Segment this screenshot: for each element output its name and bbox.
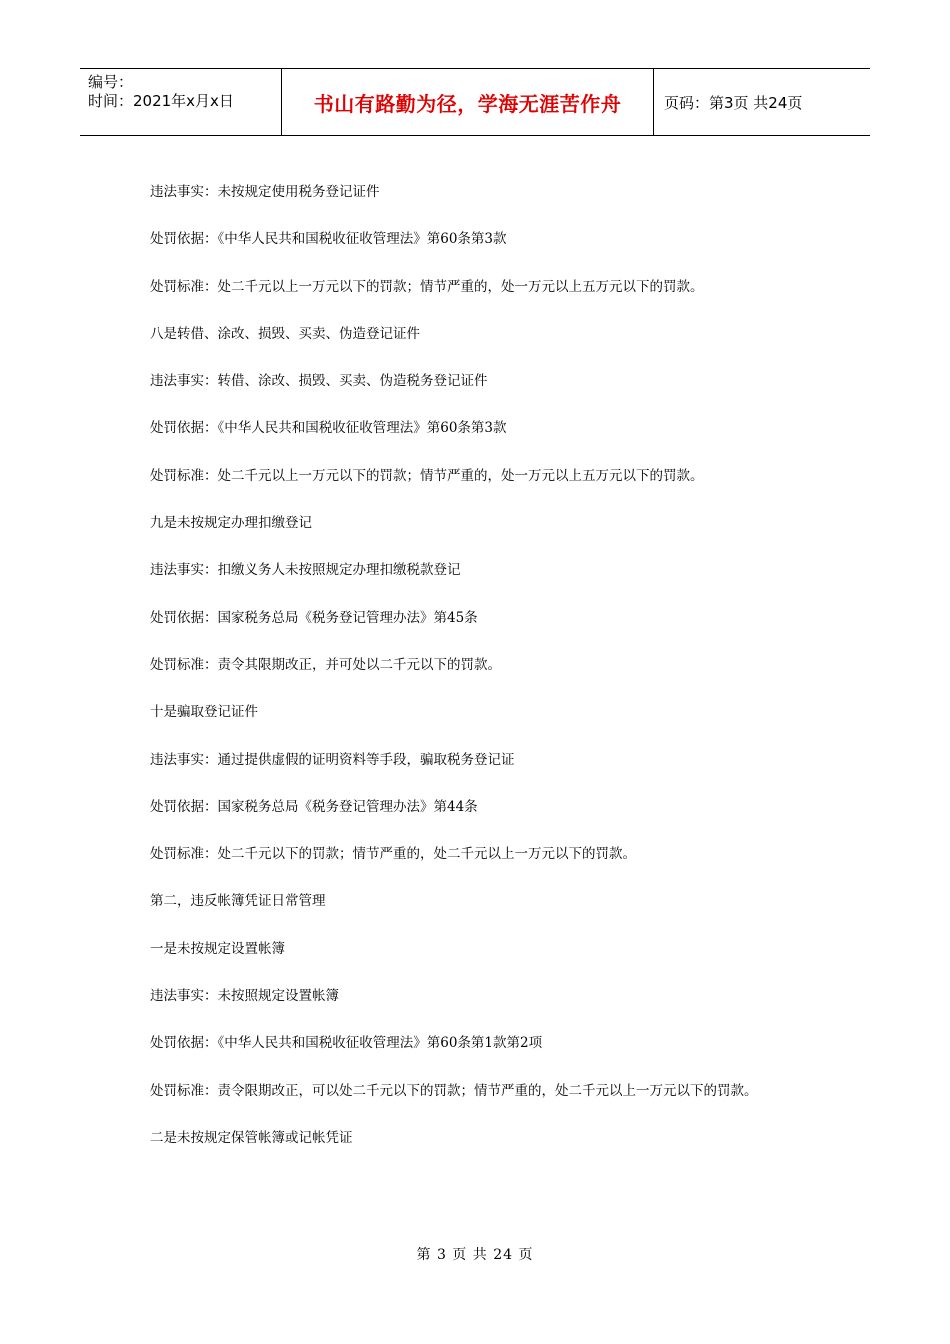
document-number: 编号：: [88, 73, 134, 91]
paragraph: 处罚依据：《中华人民共和国税收征收管理法》第60条第3款: [150, 420, 507, 437]
paragraph: 处罚标准：责令限期改正，可以处二千元以下的罚款；情节严重的，处二千元以上一万元以下的罚款。: [150, 1082, 758, 1099]
chapter-heading: 第二，违反帐簿凭证日常管理: [150, 893, 326, 910]
section-heading: 十是骗取登记证件: [150, 704, 258, 721]
section-heading: 一是未按规定设置帐簿: [150, 940, 285, 957]
paragraph: 违法事实：扣缴义务人未按照规定办理扣缴税款登记: [150, 562, 461, 579]
section-heading: 八是转借、涂改、损毁、买卖、伪造登记证件: [150, 325, 420, 342]
paragraph: 处罚依据：国家税务总局《税务登记管理办法》第44条: [150, 798, 478, 815]
section-heading: 九是未按规定办理扣缴登记: [150, 515, 312, 532]
paragraph: 违法事实：未按规定使用税务登记证件: [150, 184, 380, 200]
paragraph: 违法事实：转借、涂改、损毁、买卖、伪造税务登记证件: [150, 373, 488, 390]
page-footer: 第 3 页 共 24 页: [416, 1247, 534, 1263]
section-heading: 二是未按规定保管帐簿或记帐凭证: [150, 1129, 353, 1146]
header-motto: 书山有路勤为径，学海无涯苦作舟: [282, 69, 654, 135]
paragraph: 处罚标准：处二千元以上一万元以下的罚款；情节严重的，处一万元以上五万元以下的罚款。: [150, 278, 704, 295]
paragraph: 处罚依据：《中华人民共和国税收征收管理法》第60条第3款: [150, 231, 507, 248]
document-body: [150, 180, 775, 1173]
paragraph: 处罚依据：《中华人民共和国税收征收管理法》第60条第1款第2项: [150, 1035, 543, 1052]
paragraph: 处罚依据：国家税务总局《税务登记管理办法》第45条: [150, 609, 478, 626]
paragraph: 违法事实：通过提供虚假的证明资料等手段，骗取税务登记证: [150, 751, 515, 768]
page-header: [80, 68, 870, 136]
paragraph: 处罚标准：责令其限期改正，并可处以二千元以下的罚款。: [150, 656, 501, 673]
paragraph: 处罚标准：处二千元以上一万元以下的罚款；情节严重的，处一万元以上五万元以下的罚款。: [150, 467, 704, 484]
paragraph: 处罚标准：处二千元以下的罚款；情节严重的，处二千元以上一万元以下的罚款。: [150, 846, 636, 863]
header-meta: [80, 69, 282, 135]
paragraph: 违法事实：未按照规定设置帐簿: [150, 988, 339, 1005]
header-page-info: 页码：第3页 共24页: [664, 93, 803, 112]
document-date: 时间：2021年x月x日: [88, 92, 234, 110]
